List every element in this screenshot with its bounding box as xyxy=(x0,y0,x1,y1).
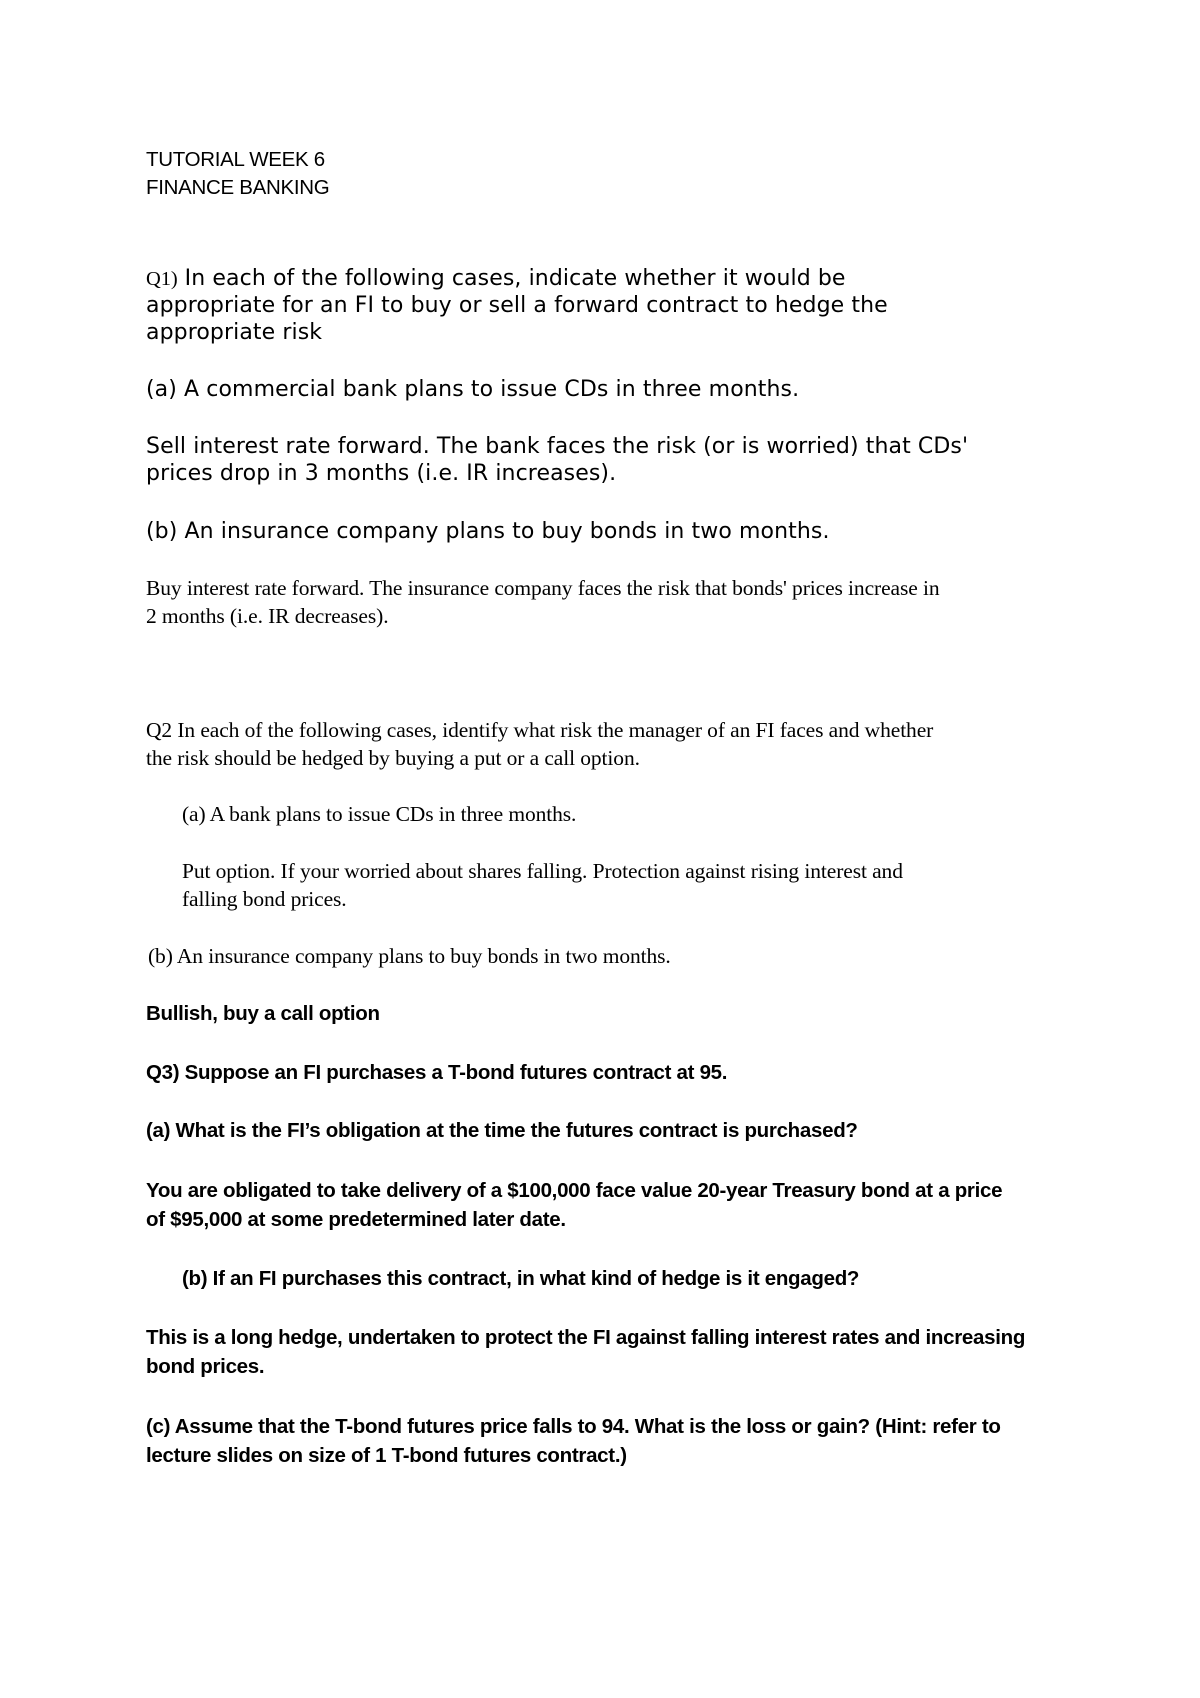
q1-a-answer-line-2: prices drop in 3 months (i.e. IR increases). xyxy=(146,461,617,486)
q3-a-answer-line-2: of $95,000 at some predetermined later date. xyxy=(146,1208,566,1231)
q2-b-answer: Bullish, buy a call option xyxy=(146,1002,380,1025)
q3-b-answer-line-1: This is a long hedge, undertaken to protect the FI against falling interest rates and increasing xyxy=(146,1326,1026,1349)
q3-c-question-line-2: lecture slides on size of 1 T-bond futures contract.) xyxy=(146,1444,627,1467)
q3-question: Q3) Suppose an FI purchases a T-bond futures contract at 95. xyxy=(146,1061,728,1084)
q1-question-line-1 xyxy=(146,266,846,291)
q1-a-answer-line-1: Sell interest rate forward. The bank faces the risk (or is worried) that CDs' xyxy=(146,434,969,459)
q1-a-question: (a) A commercial bank plans to issue CDs in three months. xyxy=(146,377,800,402)
q2-question-line-2: the risk should be hedged by buying a put or a call option. xyxy=(146,746,640,770)
q1-b-answer-line-1: Buy interest rate forward. The insurance company faces the risk that bonds' prices increase in xyxy=(146,576,940,600)
q1-question-line-2: appropriate for an FI to buy or sell a forward contract to hedge the xyxy=(146,293,888,318)
document-title: TUTORIAL WEEK 6 xyxy=(146,148,325,171)
q3-a-answer-line-1: You are obligated to take delivery of a $100,000 face value 20-year Treasury bond at a price xyxy=(146,1179,1003,1202)
q1-b-answer-line-2: 2 months (i.e. IR decreases). xyxy=(146,604,389,628)
q3-b-question: (b) If an FI purchases this contract, in what kind of hedge is it engaged? xyxy=(182,1267,860,1290)
q2-b-question: (b) An insurance company plans to buy bonds in two months. xyxy=(148,944,671,968)
q3-c-question-line-1: (c) Assume that the T-bond futures price falls to 94. What is the loss or gain? (Hint: refer to xyxy=(146,1415,1001,1438)
q1-prefix: Q1) xyxy=(146,268,178,290)
q2-question-line-1: Q2 In each of the following cases, identify what risk the manager of an FI faces and whether xyxy=(146,718,934,742)
q3-a-question: (a) What is the FI’s obligation at the time the futures contract is purchased? xyxy=(146,1119,858,1142)
q1-question-text-1: In each of the following cases, indicate whether it would be xyxy=(177,266,846,291)
q1-b-question: (b) An insurance company plans to buy bonds in two months. xyxy=(146,519,830,544)
q2-a-answer-line-1: Put option. If your worried about shares falling. Protection against rising interest and xyxy=(182,859,903,883)
q3-b-answer-line-2: bond prices. xyxy=(146,1355,265,1378)
q1-question-line-3: appropriate risk xyxy=(146,320,323,345)
q2-a-answer-line-2: falling bond prices. xyxy=(182,887,347,911)
q2-a-question: (a) A bank plans to issue CDs in three months. xyxy=(182,802,577,826)
document-subtitle: FINANCE BANKING xyxy=(146,176,330,199)
